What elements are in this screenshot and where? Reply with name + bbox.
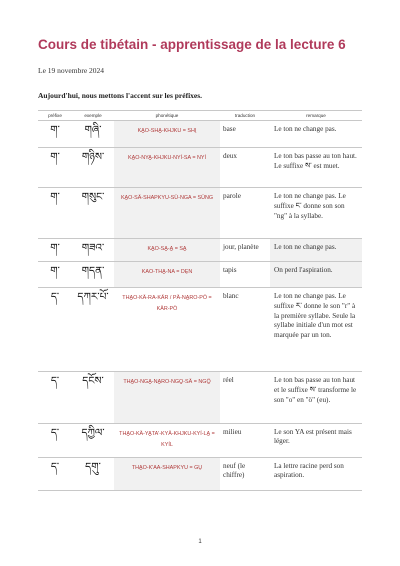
remark-cell <box>270 424 362 458</box>
remark-text: donne son son "ng" à la syllabe. <box>274 202 345 220</box>
translation-cell: blanc <box>220 288 270 372</box>
table-row <box>38 121 362 148</box>
example-cell: དངོས་ <box>72 372 114 424</box>
intro-text: Aujourd'hui, nous mettons l'accent sur les préfixes. <box>38 91 203 100</box>
phonetic-cell: KA̰O-SA̰-A̰ = SA̰ <box>114 239 220 262</box>
header-translation: traduction <box>220 111 270 121</box>
remark-cell <box>270 372 362 424</box>
phonetic-cell: KA̰O-SHA̰-KHJKU = SHI̱ <box>114 121 220 148</box>
prefix-cell: ད་ <box>38 458 72 491</box>
table-row <box>38 458 362 491</box>
remark-text: Le ton bas passe au ton haut et le suffixe <box>274 376 356 395</box>
tibetan-suffix-glyph: ས་ <box>305 161 312 171</box>
remark-cell <box>270 458 362 491</box>
remark-cell <box>270 288 362 372</box>
translation-cell: tapis <box>220 262 270 288</box>
tibetan-suffix-glyph: ར་ <box>295 301 302 311</box>
example-cell: གཟའ་ <box>72 239 114 262</box>
remark-cell <box>270 239 362 262</box>
header-example: exemple <box>72 111 114 121</box>
prefix-cell: ག་ <box>38 188 72 239</box>
table-row <box>38 262 362 288</box>
header-prefix: préfixe <box>38 111 72 121</box>
phonetic-cell: KA̰O-NYA̰-KHJKU-NYÍ-SA = NYÍ <box>114 148 220 188</box>
document-date: Le 19 novembre 2024 <box>38 66 105 75</box>
translation-cell: neuf (le chiffre) <box>220 458 270 491</box>
table-row <box>38 424 362 458</box>
translation-cell: parole <box>220 188 270 239</box>
translation-cell: base <box>220 121 270 148</box>
example-cell: གཉིས་ <box>72 148 114 188</box>
phonetic-cell: THA̰O-KÄ-RA-KÄR / PÄ-NA̰RO-PÖ = KÄR-PÖ <box>114 288 220 372</box>
prefix-cell: ད་ <box>38 424 72 458</box>
remark-text: Le ton ne change pas. <box>274 243 337 251</box>
prefix-cell: ད་ <box>38 372 72 424</box>
remark-cell <box>270 148 362 188</box>
phonetic-cell: KAO-THA̰-NA = DE̱N <box>114 262 220 288</box>
remark-text: Le ton bas passe au ton haut. Le suffixe <box>274 152 357 171</box>
document-title: Cours de tibétain - apprentissage de la lecture 6 <box>38 37 346 52</box>
example-cell: གདན་ <box>72 262 114 288</box>
table-row <box>38 288 362 372</box>
translation-cell: deux <box>220 148 270 188</box>
phonetic-cell: THA̰O-K'AA-SHAPKYU = GU̱ <box>114 458 220 491</box>
remark-text: La lettre racine perd son aspiration. <box>274 462 344 480</box>
translation-cell: milieu <box>220 424 270 458</box>
header-phonetic: phonétique <box>114 111 220 121</box>
remark-text: Le ton ne change pas. Le suffixe <box>274 192 346 211</box>
prefix-cell: ག་ <box>38 121 72 148</box>
remark-text: Le ton ne change pas. <box>274 125 337 133</box>
tibetan-suffix-glyph: ས་ <box>309 385 317 395</box>
prefix-cell: ག་ <box>38 262 72 288</box>
remark-text: Le ton ne change pas. Le suffixe <box>274 292 346 311</box>
phonetic-cell: THA̰O-NGA̰-NA̰RO-NGO̰-SÄ = NGÖ̰ <box>114 372 220 424</box>
table-row <box>38 148 362 188</box>
table-row <box>38 239 362 262</box>
remark-cell <box>270 121 362 148</box>
remark-text: Le son YA est présent mais léger. <box>274 428 352 446</box>
tibetan-suffix-glyph: ང་ <box>295 201 302 211</box>
example-cell: གསུང་ <box>72 188 114 239</box>
remark-text: On perd l'aspiration. <box>274 266 333 274</box>
prefix-cell: ག་ <box>38 239 72 262</box>
translation-cell: réel <box>220 372 270 424</box>
table-row <box>38 372 362 424</box>
remark-cell <box>270 262 362 288</box>
remark-cell <box>270 188 362 239</box>
remark-text: transforme le son "o" en "ö" (eu). <box>274 386 357 404</box>
translation-cell: jour, planète <box>220 239 270 262</box>
remark-text: donne le son "r" à la première syllabe. Seule la syllabe initiale d'un mot est marquée par un ton. <box>274 302 356 339</box>
phonetic-cell: KA̰O-SÄ-SHAPKYU-SÜ-NGA = SÜNG <box>114 188 220 239</box>
page-number: 1 <box>198 539 202 545</box>
phonetic-cell: THA̰O-KÄ-YA̰TA'-KYÄ-KHJKU-KYÍ-LA̰ = KYÍL <box>114 424 220 458</box>
example-cell: གཞི་ <box>72 121 114 148</box>
table-row <box>38 188 362 239</box>
header-remark: remarque <box>270 111 362 121</box>
example-cell: དཀར་པོ་ <box>72 288 114 372</box>
remark-text: est muet. <box>311 162 340 171</box>
table-header-row <box>38 111 362 121</box>
prefix-table <box>38 110 362 491</box>
example-cell: དཀྱིལ་ <box>72 424 114 458</box>
prefix-cell: ག་ <box>38 148 72 188</box>
prefix-cell: ད་ <box>38 288 72 372</box>
example-cell: དགུ་ <box>72 458 114 491</box>
